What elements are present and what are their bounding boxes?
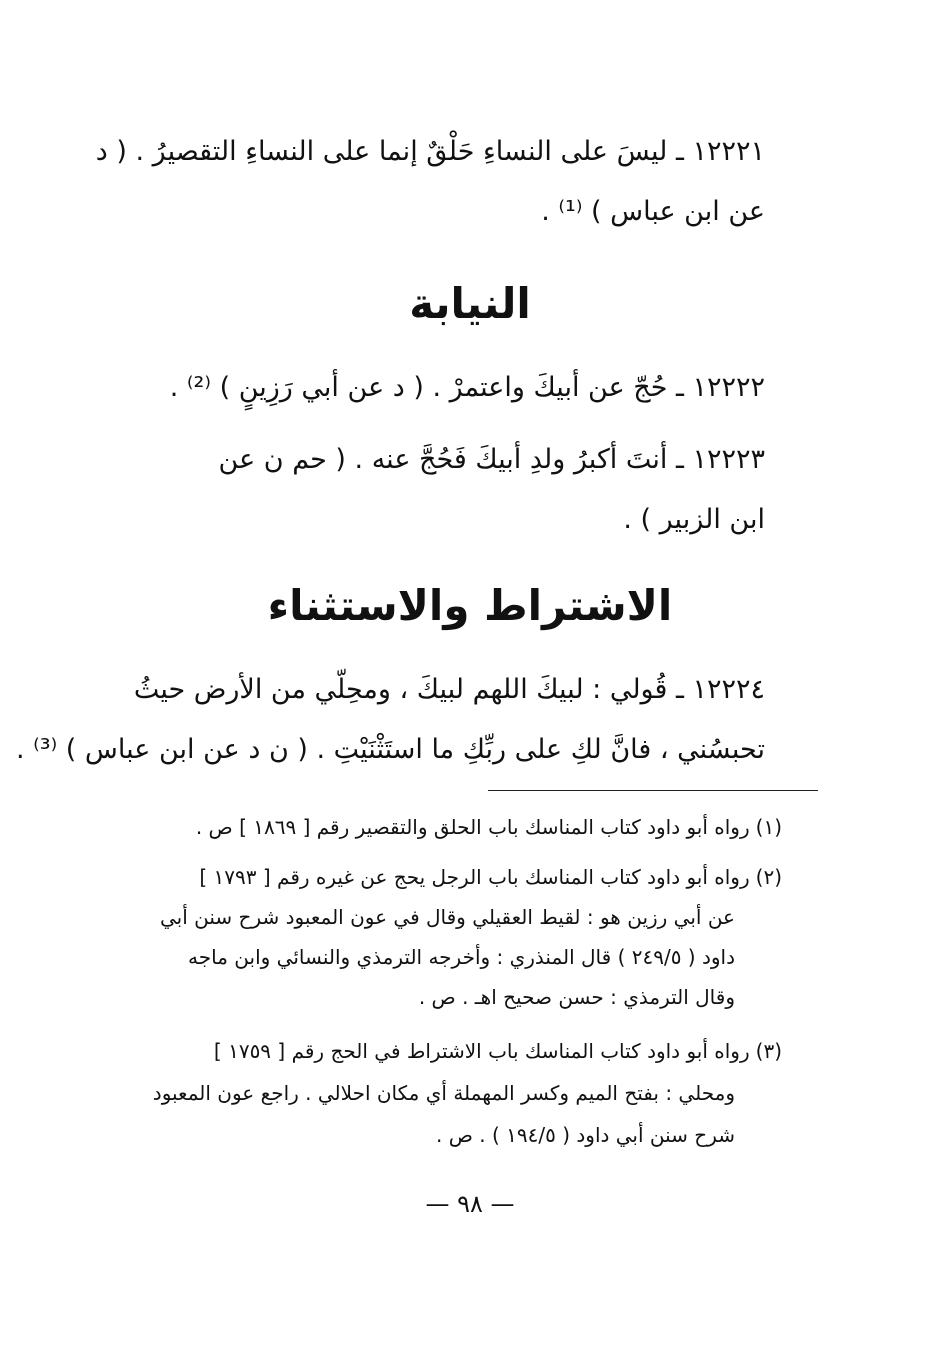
footnote-2-number: (٢) bbox=[755, 865, 782, 889]
footnote-separator bbox=[488, 790, 818, 791]
section-heading-ishtirat: الاشتراط والاستثناء bbox=[267, 581, 673, 630]
section-heading-niyaba: النيابة bbox=[409, 279, 531, 328]
hadith-12222-line-1: ١٢٢٢٢ ـ حُجّ عن أبيكَ واعتمرْ . ( د عن أبي رَزِينٍ ) ⁽²⁾ . bbox=[169, 372, 765, 403]
footnote-2-line-1: رواه أبو داود كتاب المناسك باب الرجل يحج عن غيره رقم [ ١٧٩٣ ] bbox=[199, 865, 750, 889]
footnote-3 bbox=[106, 1036, 782, 1066]
footnote-1-number: (١) bbox=[755, 815, 782, 839]
footnote-3-line-3: شرح سنن أبي داود ( ١٩٤/٥ ) . ص . bbox=[436, 1123, 735, 1147]
footnote-2 bbox=[106, 862, 782, 892]
footnote-2-line-4: وقال الترمذي : حسن صحيح اهـ . ص . bbox=[418, 985, 735, 1009]
footnote-2-line-3: داود ( ٢٤٩/٥ ) قال المنذري : وأخرجه الترمذي والنسائي وابن ماجه bbox=[188, 945, 735, 969]
footnote-3-line-2: ومحلي : بفتح الميم وكسر المهملة أي مكان احلالي . راجع عون المعبود bbox=[152, 1081, 735, 1105]
hadith-12223-line-2: ابن الزبير ) . bbox=[623, 504, 765, 535]
hadith-12224-line-1: ١٢٢٢٤ ـ قُولي : لبيكَ اللهم لبيكَ ، ومحِلّي من الأرض حيثُ bbox=[133, 674, 765, 705]
hadith-12221-line-2: عن ابن عباس ) ⁽¹⁾ . bbox=[541, 196, 765, 227]
hadith-12221-line-1: ١٢٢٢١ ـ ليسَ على النساءِ حَلْقٌ إنما على النساءِ التقصيرُ . ( د bbox=[95, 136, 765, 167]
footnote-2-line-2: عن أبي رزين هو : لقيط العقيلي وقال في عون المعبود شرح سنن أبي bbox=[160, 905, 735, 929]
page-number: — ٩٨ — bbox=[425, 1190, 515, 1218]
footnote-3-line-1: رواه أبو داود كتاب المناسك باب الاشتراط في الحج رقم [ ١٧٥٩ ] bbox=[213, 1039, 750, 1063]
hadith-12224-line-2: تحبسُني ، فانَّ لكِ على ربِّكِ ما استَثْنَيْتِ . ( ن د عن ابن عباس ) ⁽³⁾ . bbox=[15, 734, 765, 765]
footnote-3-number: (٣) bbox=[755, 1039, 782, 1063]
footnote-1-line-1: رواه أبو داود كتاب المناسك باب الحلق والتقصير رقم [ ١٨٦٩ ] ص . bbox=[195, 815, 750, 839]
hadith-12223-line-1: ١٢٢٢٣ ـ أنتَ أكبرُ ولدِ أبيكَ فَحُجَّ عنه . ( حم ن عن bbox=[218, 444, 765, 475]
footnote-1 bbox=[106, 812, 782, 842]
